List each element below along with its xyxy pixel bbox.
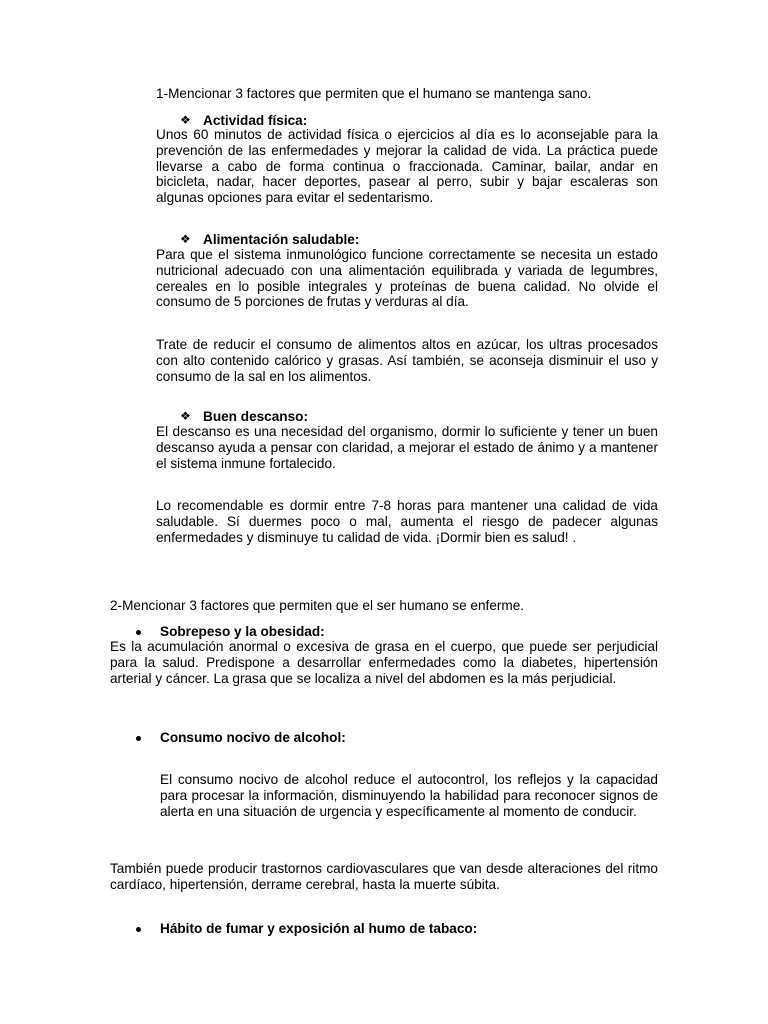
bullet-dot-icon [136,630,141,635]
bullet-dot-icon [136,927,141,932]
item-title-consumo-alcohol: Consumo nocivo de alcohol: [160,730,346,745]
question-2-heading: 2-Mencionar 3 factores que permiten que el ser humano se enferme. [110,598,525,613]
paragraph-alcohol-2: También puede producir trastornos cardiovasculares que van desde alteraciones del ritmo cardíaco, hipertensión, derrame cerebral, hasta la muerte súbita. [110,861,658,892]
item-title-habito-fumar: Hábito de fumar y exposición al humo de tabaco: [160,921,478,936]
question-1-heading: 1-Mencionar 3 factores que permiten que el humano se mantenga sano. [156,86,592,101]
item-title-sobrepeso: Sobrepeso y la obesidad: [160,624,325,639]
diamond-bullet-icon: ❖ [180,409,191,423]
paragraph-sobrepeso: Es la acumulación anormal o excesiva de grasa en el cuerpo, que puede ser perjudicial para la salud. Predispone a desarrollar enfermedades como la diabetes, hipertensión arterial y cáncer. La grasa que se localiza a nivel del abdomen es la más perjudicial. [110,639,658,686]
item-title-actividad-fisica: Actividad física: [203,113,308,128]
item-title-alimentacion-saludable: Alimentación saludable: [203,232,360,247]
paragraph-alimentacion-1: Para que el sistema inmunológico funcione correctamente se necesita un estado nutricional adecuado con una alimentación equilibrada y variada de legumbres, cereales en lo posible integrales y proteínas de buena calidad. No olvide el consumo de 5 porciones de frutas y verduras al día. [156,247,658,310]
bullet-dot-icon [136,736,141,741]
paragraph-actividad-fisica: Unos 60 minutos de actividad física o ejercicios al día es lo aconsejable para la prevención de las enfermedades y mejorar la calidad de vida. La práctica puede llevarse a cabo de forma continua o fraccionada. Caminar, bailar, andar en bicicleta, nadar, hacer deportes, pasear al perro, subir y bajar escaleras son algunas opciones para evitar el sedentarismo. [156,127,658,206]
item-title-buen-descanso: Buen descanso: [203,409,308,424]
diamond-bullet-icon: ❖ [180,232,191,246]
paragraph-descanso-2: Lo recomendable es dormir entre 7-8 horas para mantener una calidad de vida saludable. Sí duermes poco o mal, aumenta el riesgo de padecer algunas enfermedades y disminuye tu calidad de vida. ¡Dormir bien es salud! . [156,498,658,545]
paragraph-alcohol-1: El consumo nocivo de alcohol reduce el autocontrol, los reflejos y la capacidad para procesar la información, disminuyendo la habilidad para reconocer signos de alerta en una situación de urgencia y específicamente al momento de conducir. [160,772,658,819]
paragraph-descanso-1: El descanso es una necesidad del organismo, dormir lo suficiente y tener un buen descanso ayuda a pensar con claridad, a mejorar el estado de ánimo y a mantener el sistema inmune fortalecido. [156,424,658,471]
diamond-bullet-icon: ❖ [180,113,191,127]
paragraph-alimentacion-2: Trate de reducir el consumo de alimentos altos en azúcar, los ultras procesados con alto contenido calórico y grasas. Así también, se aconseja disminuir el uso y consumo de la sal en los alimentos. [156,337,658,384]
